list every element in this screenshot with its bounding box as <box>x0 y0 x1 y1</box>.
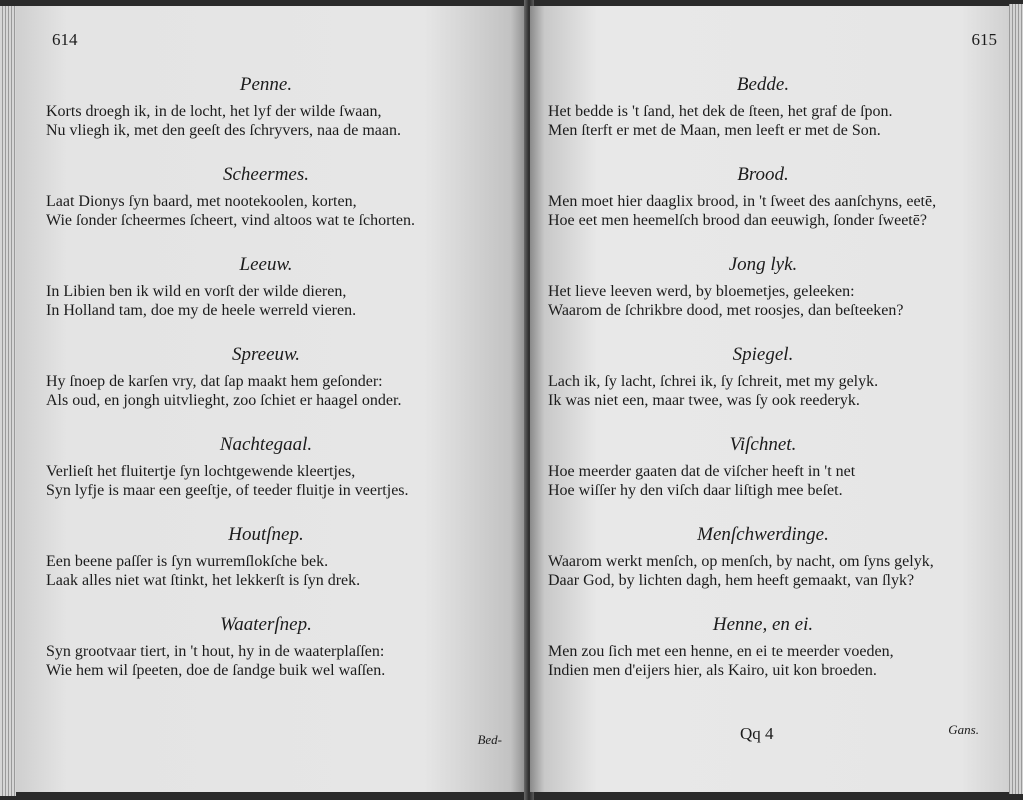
page-edges-right <box>1009 4 1023 794</box>
epigram-title: Waaterſnep. <box>220 614 312 635</box>
epigram <box>46 158 486 230</box>
verse-line: Hy ſnoep de karſen vry, dat ſap maakt hem geſonder: <box>46 373 383 390</box>
epigram-title: Nachtegaal. <box>219 434 313 455</box>
verse-line: Hoe wiſſer hy den viſch daar liſtigh mee beſet. <box>548 482 843 499</box>
verse-line: Laak alles niet wat ſtinkt, het lekkerſt is ſyn drek. <box>46 572 361 589</box>
epigram <box>46 518 486 590</box>
verse-line: Als oud, en jongh uitvlieght, zoo ſchiet er haagel onder. <box>46 392 402 409</box>
verse-line: Waarom werkt menſch, op menſch, by nacht, om ſyns gelyk, <box>548 553 934 570</box>
epigram <box>548 338 978 410</box>
epigram <box>46 428 486 500</box>
verse-line: Hoe meerder gaaten dat de viſcher heeft in 't net <box>548 463 856 480</box>
epigram-title: Spreeuw. <box>231 344 301 365</box>
verse-line: Het bedde is 't ſand, het dek de ſteen, het graf de ſpon. <box>548 103 893 120</box>
page-number: 615 <box>971 30 997 49</box>
verse-line: Korts droegh ik, in de locht, het lyf der wilde ſwaan, <box>46 103 382 120</box>
epigram-title: Viſchnet. <box>729 434 797 455</box>
verse-line: Verlieſt het fluitertje ſyn lochtgewende kleertjes, <box>46 463 356 480</box>
verse-line: Daar God, by lichten dagh, hem heeft gemaakt, van ſlyk? <box>548 572 915 589</box>
left-page <box>16 6 526 792</box>
epigram-title: Scheermes. <box>223 164 309 185</box>
epigram <box>548 158 978 230</box>
page-content <box>46 68 486 680</box>
verse-line: In Holland tam, doe my de heele werreld vieren. <box>46 302 357 319</box>
verse-line: Men ſterft er met de Maan, men leeft er met de Son. <box>548 122 881 139</box>
page-content <box>548 68 978 680</box>
verse-line: Waarom de ſchrikbre dood, met roosjes, dan beſteeken? <box>548 302 904 319</box>
verse-line: Men zou ſich met een henne, en ei te meerder voeden, <box>548 643 894 660</box>
verse-line: Nu vliegh ik, met den geeſt des ſchryvers, naa de maan. <box>46 122 401 139</box>
epigram-title: Jong lyk. <box>728 254 798 275</box>
verse-line: In Libien ben ik wild en vorſt der wilde dieren, <box>46 283 347 300</box>
catchword: Bed- <box>477 732 502 747</box>
verse-line: Lach ik, ſy lacht, ſchrei ik, ſy ſchreit, met my gelyk. <box>548 373 879 390</box>
right-page <box>530 6 1009 792</box>
epigram <box>46 248 486 320</box>
catchword: Gans. <box>948 722 979 737</box>
epigram <box>548 248 978 320</box>
epigram <box>46 608 486 680</box>
epigram-title: Spiegel. <box>732 344 794 365</box>
epigram-title: Brood. <box>737 164 789 185</box>
verse-line: Wie hem wil ſpeeten, doe de ſandge buik wel waſſen. <box>46 662 386 679</box>
verse-line: Hoe eet men heemelſch brood dan eeuwigh, ſonder ſweetē? <box>548 212 927 229</box>
verse-line: Het lieve leeven werd, by bloemetjes, geleeken: <box>548 283 855 300</box>
verse-line: Syn grootvaar tiert, in 't hout, hy in de waaterplaſſen: <box>46 643 385 660</box>
verse-line: Laat Dionys ſyn baard, met nootekoolen, korten, <box>46 193 357 210</box>
epigram <box>548 68 978 140</box>
epigram-title: Bedde. <box>736 74 790 95</box>
epigram-title: Leeuw. <box>239 254 293 275</box>
page-edges-left <box>0 6 16 796</box>
verse-line: Ik was niet een, maar twee, was ſy ook reederyk. <box>548 392 860 409</box>
epigram-title: Penne. <box>239 74 293 95</box>
verse-line: Men moet hier daaglix brood, in 't ſweet des aanſchyns, eetē, <box>548 193 937 210</box>
verse-line: Wie ſonder ſcheermes ſcheert, vind altoos wat te ſchorten. <box>46 212 415 229</box>
verse-line: Een beene paſſer is ſyn wurremſlokſche bek. <box>46 553 329 570</box>
epigram-title: Houtſnep. <box>228 524 304 545</box>
page-number: 614 <box>52 30 78 49</box>
epigram-title: Menſchwerdinge. <box>697 524 829 545</box>
verse-line: Syn lyfje is maar een geeſtje, of teeder fluitje in veertjes. <box>46 482 409 499</box>
epigram <box>548 518 978 590</box>
signature-mark: Qq 4 <box>740 724 774 743</box>
epigram <box>548 608 978 680</box>
epigram-title: Henne, en ei. <box>712 614 814 635</box>
verse-line: Indien men d'eijers hier, als Kairo, uit kon broeden. <box>548 662 877 679</box>
epigram <box>46 338 486 410</box>
epigram <box>548 428 978 500</box>
epigram <box>46 68 486 140</box>
